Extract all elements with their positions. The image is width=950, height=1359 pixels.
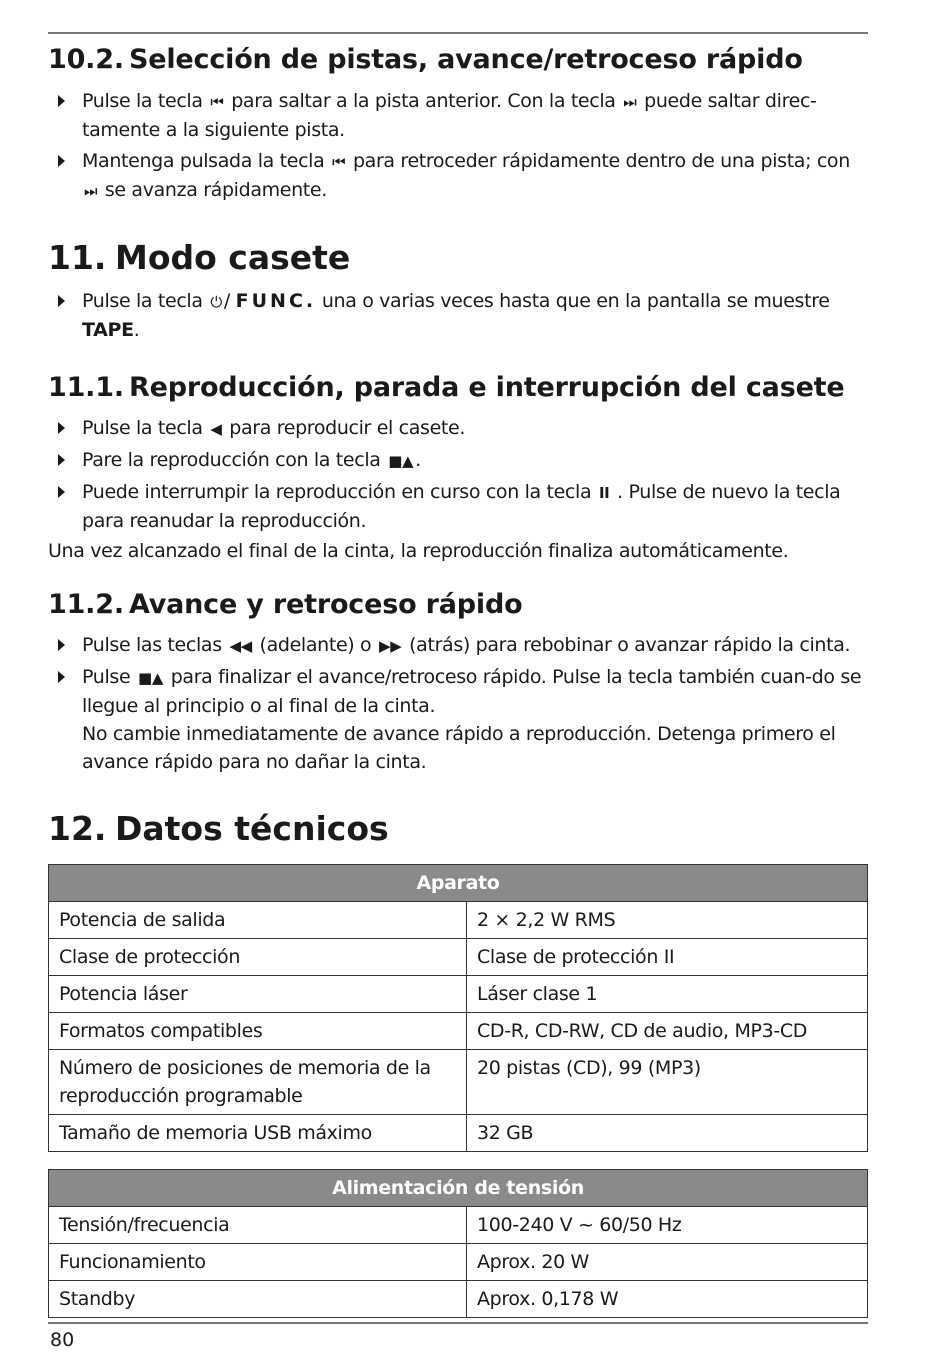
page-number: 80 bbox=[50, 1329, 75, 1351]
list-item: Pulse las teclas ◀◀ (adelante) o ▶▶ (atrás) para rebobinar o avanzar rápido la cinta. bbox=[48, 631, 868, 660]
stop-eject-icon: ■▲ bbox=[138, 669, 164, 687]
list-item: Puede interrumpir la reproducción en curso con la tecla II . Pulse de nuevo la tecla para reanudar la reproducción. bbox=[48, 478, 868, 535]
power-icon: ⏻ bbox=[210, 293, 222, 311]
list-item: Pulse ■▲ para finalizar el avance/retroceso rápido. Pulse la tecla también cuan-do se llegue al principio o al final de la cinta. No cambie inmediatamente de avance rápido a reproducción. Detenga primero el avance rápido para no dañar la cinta. bbox=[48, 663, 868, 776]
func-key-label: FUNC. bbox=[235, 290, 317, 312]
list-item: Pulse la tecla ⏮ para saltar a la pista anterior. Con la tecla ⏭ puede saltar direc-tamente a la siguiente pista. bbox=[48, 87, 868, 144]
bullet-arrow-icon bbox=[58, 422, 65, 434]
table-row: Potencia de salida 2 × 2,2 W RMS bbox=[49, 902, 868, 939]
top-rule bbox=[48, 32, 868, 34]
rewind-icon: ◀◀ bbox=[229, 637, 252, 655]
cassette-end-note: Una vez alcanzado el final de la cinta, la reproducción finaliza automáticamente. bbox=[48, 540, 789, 562]
bullet-arrow-icon bbox=[58, 95, 65, 107]
table-alimentacion bbox=[48, 1169, 868, 1318]
list-10-2 bbox=[48, 87, 868, 205]
list-11 bbox=[48, 287, 868, 344]
heading-10-2: 10.2. Selección de pistas, avance/retroceso rápido bbox=[48, 44, 803, 75]
table-row: Standby Aprox. 0,178 W bbox=[49, 1281, 868, 1318]
table-row: Potencia láser Láser clase 1 bbox=[49, 976, 868, 1013]
pause-icon: II bbox=[598, 484, 610, 502]
skip-forward-icon: ⏭ bbox=[84, 182, 98, 200]
table-row: Número de posiciones de memoria de la reproducción programable 20 pistas (CD), 99 (MP3) bbox=[49, 1050, 868, 1115]
page-content bbox=[48, 40, 868, 1318]
bullet-arrow-icon bbox=[58, 295, 65, 307]
table-row: Formatos compatibles CD-R, CD-RW, CD de audio, MP3-CD bbox=[49, 1013, 868, 1050]
list-11-2 bbox=[48, 631, 868, 776]
skip-back-icon: ⏮ bbox=[332, 153, 346, 171]
table-row: Funcionamiento Aprox. 20 W bbox=[49, 1244, 868, 1281]
table-row: Clase de protección Clase de protección II bbox=[49, 939, 868, 976]
fast-forward-icon: ▶▶ bbox=[379, 637, 402, 655]
table-aparato bbox=[48, 864, 868, 1152]
table-row: Tamaño de memoria USB máximo 32 GB bbox=[49, 1115, 868, 1152]
heading-11-1: 11.1. Reproducción, parada e interrupción del casete bbox=[48, 372, 845, 403]
table-header-aparato: Aparato bbox=[49, 865, 868, 902]
bullet-arrow-icon bbox=[58, 454, 65, 466]
table-header-alimentacion: Alimentación de tensión bbox=[49, 1170, 868, 1207]
heading-11: 11. Modo casete bbox=[48, 238, 351, 277]
skip-forward-icon: ⏭ bbox=[623, 93, 637, 111]
tape-display-label: TAPE bbox=[82, 319, 134, 341]
list-11-1 bbox=[48, 414, 868, 535]
skip-back-icon: ⏮ bbox=[210, 93, 224, 111]
list-item: Mantenga pulsada la tecla ⏮ para retroceder rápidamente dentro de una pista; con ⏭ se avanza rápidamente. bbox=[48, 147, 868, 205]
bullet-arrow-icon bbox=[58, 671, 65, 683]
stop-eject-icon: ■▲ bbox=[388, 452, 414, 470]
bottom-rule bbox=[48, 1322, 868, 1324]
heading-11-2: 11.2. Avance y retroceso rápido bbox=[48, 589, 523, 620]
heading-12: 12. Datos técnicos bbox=[48, 809, 389, 848]
bullet-arrow-icon bbox=[58, 639, 65, 651]
bullet-arrow-icon bbox=[58, 155, 65, 167]
bullet-arrow-icon bbox=[58, 486, 65, 498]
list-item: Pulse la tecla ◀ para reproducir el casete. bbox=[48, 414, 868, 443]
play-reverse-icon: ◀ bbox=[210, 420, 222, 438]
list-item: Pare la reproducción con la tecla ■▲ . bbox=[48, 446, 868, 475]
list-item: Pulse la tecla ⏻ / FUNC. una o varias veces hasta que en la pantalla se muestre TAPE. bbox=[48, 287, 868, 344]
table-row: Tensión/frecuencia 100-240 V ~ 60/50 Hz bbox=[49, 1207, 868, 1244]
